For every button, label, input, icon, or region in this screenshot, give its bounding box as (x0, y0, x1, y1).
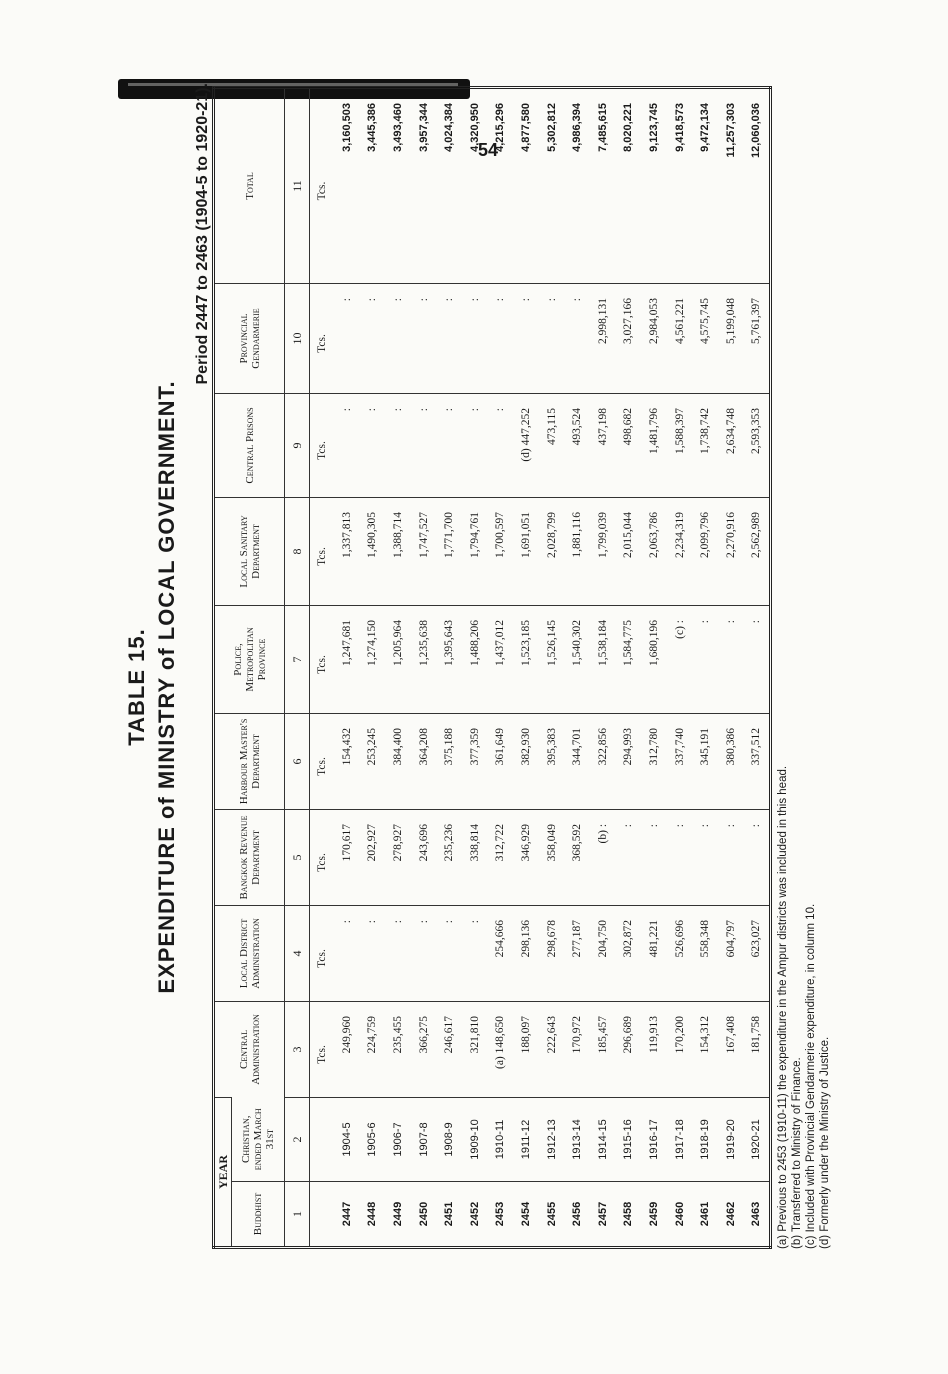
table-cell: 298,136 (513, 905, 539, 1001)
footnote-c: (c) Included with Provincial Gendarmerie expenditure, in column 10. (805, 903, 817, 1249)
table-cell: : (539, 283, 565, 393)
table-cell: 188,097 (513, 1001, 539, 1097)
table-cell: 1,235,638 (411, 605, 437, 713)
table-cell: 9,418,573 (673, 102, 686, 152)
table-cell: 2,634,748 (718, 393, 744, 497)
table-cell: 1,540,302 (564, 605, 590, 713)
table-cell: 3,493,460 (391, 102, 404, 152)
table-cell: 2452 (462, 1182, 488, 1248)
table-row (334, 87, 360, 1247)
table-cell: : (385, 393, 411, 497)
table-cell: 3,957,344 (417, 102, 430, 152)
table-cell: 154,432 (334, 713, 360, 809)
table-row (616, 87, 642, 1247)
table-cell: 12,060,036 (750, 102, 763, 159)
table-cell: 338,814 (462, 809, 488, 905)
table-cell: 344,701 (564, 713, 590, 809)
table-cell: 277,187 (564, 905, 590, 1001)
column-number: 9 (285, 393, 310, 497)
table-cell: : (360, 283, 386, 393)
table-cell: 170,617 (334, 809, 360, 905)
table-cell: 364,208 (411, 713, 437, 809)
table-cell: 154,312 (692, 1001, 718, 1097)
table-cell: 1915-16 (616, 1097, 642, 1181)
table-cell: 2463 (744, 1182, 771, 1248)
table-cell: : (360, 393, 386, 497)
table-cell: 2459 (641, 1182, 667, 1248)
col-header: Central Prisons (214, 393, 285, 497)
table-cell: 2,099,796 (692, 497, 718, 605)
table-cell: 345,191 (692, 713, 718, 809)
table-cell: 1,395,643 (436, 605, 462, 713)
table-cell: 2,270,916 (718, 497, 744, 605)
table-cell: : (513, 283, 539, 393)
table-cell: 4,024,384 (443, 102, 456, 152)
table-cell: 604,797 (718, 905, 744, 1001)
unit-cell (310, 1097, 335, 1181)
table-cell: 1,588,397 (667, 393, 693, 497)
table-cell: : (462, 905, 488, 1001)
table-cell: 8,020,221 (622, 102, 635, 152)
column-number: 4 (285, 905, 310, 1001)
table-cell: 2,028,799 (539, 497, 565, 605)
table-cell: : (436, 283, 462, 393)
table-cell: 312,780 (641, 713, 667, 809)
table-cell: 493,524 (564, 393, 590, 497)
col-header: Buddhist (232, 1182, 285, 1248)
table-cell: 1916-17 (641, 1097, 667, 1181)
table-cell: 1910-11 (488, 1097, 514, 1181)
col-header: Provincial Gendarmerie (214, 283, 285, 393)
table-cell: 2450 (411, 1182, 437, 1248)
table-cell: 1917-18 (667, 1097, 693, 1181)
table-cell: 358,049 (539, 809, 565, 905)
table-row (385, 87, 411, 1247)
column-number: 5 (285, 809, 310, 905)
unit-cell: Tcs. (310, 605, 335, 713)
table-cell: 4,320,950 (468, 102, 481, 152)
table-cell: 278,927 (385, 809, 411, 905)
table-cell: 296,689 (616, 1001, 642, 1097)
table-cell: 1,247,681 (334, 605, 360, 713)
expenditure-table (212, 86, 772, 1249)
table-cell: 2447 (334, 1182, 360, 1248)
table-cell: 2456 (564, 1182, 590, 1248)
table-cell: 375,188 (436, 713, 462, 809)
table-cell: : (488, 283, 514, 393)
table-cell: 498,682 (616, 393, 642, 497)
table-cell: 2,015,044 (616, 497, 642, 605)
table-cell: : (462, 393, 488, 497)
column-number: 3 (285, 1001, 310, 1097)
table-cell: 380,386 (718, 713, 744, 809)
table-cell: : (334, 905, 360, 1001)
table-cell: : (692, 605, 718, 713)
table-title: TABLE 15. (124, 628, 149, 746)
table-body (310, 87, 771, 1247)
table-cell: : (641, 809, 667, 905)
table-cell: 294,993 (616, 713, 642, 809)
table-cell: 9,472,134 (699, 102, 712, 152)
table-cell: 2462 (718, 1182, 744, 1248)
table-cell: : (488, 393, 514, 497)
table-cell: 1,523,185 (513, 605, 539, 713)
table-cell: 312,722 (488, 809, 514, 905)
table-cell: : (385, 905, 411, 1001)
column-number: 7 (285, 605, 310, 713)
table-cell: 1,205,964 (385, 605, 411, 713)
table-cell: 11,257,303 (724, 102, 737, 158)
table-cell: 298,678 (539, 905, 565, 1001)
table-cell: : (411, 393, 437, 497)
table-cell: 2451 (436, 1182, 462, 1248)
table-cell: 2,562,989 (744, 497, 771, 605)
table-cell: 4,575,745 (692, 283, 718, 393)
table-cell: 322,856 (590, 713, 616, 809)
table-cell: 2449 (385, 1182, 411, 1248)
table-cell: 1909-10 (462, 1097, 488, 1181)
table-cell: 366,275 (411, 1001, 437, 1097)
table-cell: 170,972 (564, 1001, 590, 1097)
table-subtitle: EXPENDITURE of MINISTRY of LOCAL GOVERNMENT. (154, 380, 179, 994)
table-cell: 1,700,597 (488, 497, 514, 605)
unit-cell: Tcs. (310, 905, 335, 1001)
table-row (590, 87, 616, 1247)
column-number: 6 (285, 713, 310, 809)
table-cell: 1,747,527 (411, 497, 437, 605)
table-cell: 235,455 (385, 1001, 411, 1097)
table-cell: 1,388,714 (385, 497, 411, 605)
unit-cell: Tcs. (310, 283, 335, 393)
table-cell: 2,063,786 (641, 497, 667, 605)
unit-cell: Tcs. (310, 809, 335, 905)
page-number: 54 (478, 140, 499, 160)
table-cell: 1911-12 (513, 1097, 539, 1181)
table-cell: 1,771,700 (436, 497, 462, 605)
table-cell: 1918-19 (692, 1097, 718, 1181)
table-cell: : (462, 283, 488, 393)
table-cell: : (360, 905, 386, 1001)
table-cell: : (334, 283, 360, 393)
table-cell: 377,359 (462, 713, 488, 809)
table-cell: 246,617 (436, 1001, 462, 1097)
table-cell: 361,649 (488, 713, 514, 809)
unit-cell: Tcs. (310, 713, 335, 809)
table-cell: 382,930 (513, 713, 539, 809)
table-cell: 2,234,319 (667, 497, 693, 605)
table-cell: 243,696 (411, 809, 437, 905)
table-cell: 249,960 (334, 1001, 360, 1097)
table-cell: 4,215,296 (494, 102, 507, 152)
table-cell: 526,696 (667, 905, 693, 1001)
table-cell: 1919-20 (718, 1097, 744, 1181)
table-cell: 1904-5 (334, 1097, 360, 1181)
table-cell: 224,759 (360, 1001, 386, 1097)
table-cell: 1907-8 (411, 1097, 437, 1181)
table-cell: 5,199,048 (718, 283, 744, 393)
table-cell: 3,445,386 (366, 102, 379, 152)
table-row (539, 87, 565, 1247)
table-cell: 167,408 (718, 1001, 744, 1097)
table-cell: (c) : (667, 605, 693, 713)
footnote-a: (a) Previous to 2453 (1910-11) the expenditure in the Ampur districts was included in this head. (777, 765, 789, 1249)
table-row (641, 87, 667, 1247)
table-row (488, 87, 514, 1247)
table-cell: 4,877,580 (519, 102, 532, 152)
table-cell: 1,794,761 (462, 497, 488, 605)
table-cell: 202,927 (360, 809, 386, 905)
table-cell: 1906-7 (385, 1097, 411, 1181)
unit-cell: Tcs. (310, 1001, 335, 1097)
table-cell: 337,740 (667, 713, 693, 809)
unit-cell (310, 1182, 335, 1248)
table-cell: 337,512 (744, 713, 771, 809)
table-cell: : (436, 393, 462, 497)
col-header: Christian, ended March 31st (232, 1097, 285, 1181)
table-cell: 9,123,745 (647, 102, 660, 152)
footnote-d: (d) Formerly under the Ministry of Justice. (819, 1036, 831, 1249)
table-cell: 1905-6 (360, 1097, 386, 1181)
column-number: 8 (285, 497, 310, 605)
table-cell: 181,758 (744, 1001, 771, 1097)
table-cell: 4,561,221 (667, 283, 693, 393)
table-cell: 222,643 (539, 1001, 565, 1097)
table-cell: 558,348 (692, 905, 718, 1001)
table-cell: (a) 148,650 (488, 1001, 514, 1097)
table-row (436, 87, 462, 1247)
table-cell: 4,986,394 (571, 102, 584, 152)
table-cell: 204,750 (590, 905, 616, 1001)
table-cell: 2457 (590, 1182, 616, 1248)
table-cell: 481,221 (641, 905, 667, 1001)
table-row (667, 87, 693, 1247)
column-number: 10 (285, 283, 310, 393)
table-cell: 3,027,166 (616, 283, 642, 393)
table-cell: 1,490,305 (360, 497, 386, 605)
table-cell: 623,027 (744, 905, 771, 1001)
table-cell: 2453 (488, 1182, 514, 1248)
table-cell: 1,881,116 (564, 497, 590, 605)
table-row (360, 87, 386, 1247)
table-cell: : (718, 605, 744, 713)
table-row (462, 87, 488, 1247)
table-cell: 2,998,131 (590, 283, 616, 393)
table-cell: 1908-9 (436, 1097, 462, 1181)
table-cell: 1914-15 (590, 1097, 616, 1181)
year-group-header: YEAR (214, 1097, 232, 1247)
table-cell: : (436, 905, 462, 1001)
col-header: Bangkok Revenue Department (214, 809, 285, 905)
unit-cell: Tcs. (310, 497, 335, 605)
table-cell: 473,115 (539, 393, 565, 497)
table-cell: 3,160,503 (340, 102, 353, 152)
table-cell: 384,400 (385, 713, 411, 809)
table-cell: 235,236 (436, 809, 462, 905)
table-cell: 1912-13 (539, 1097, 565, 1181)
table-row (744, 87, 771, 1247)
table-cell: : (692, 809, 718, 905)
table-cell: 437,198 (590, 393, 616, 497)
table-cell: 368,592 (564, 809, 590, 905)
table-cell: 254,666 (488, 905, 514, 1001)
table-cell: 253,245 (360, 713, 386, 809)
table-cell: 346,929 (513, 809, 539, 905)
col-header: Police, Metropolitan Province (214, 605, 285, 713)
col-header: Total (214, 87, 285, 283)
column-number: 11 (285, 87, 310, 283)
table-cell: (b) : (590, 809, 616, 905)
table-cell: 2455 (539, 1182, 565, 1248)
table-cell: : (744, 809, 771, 905)
table-cell: : (564, 283, 590, 393)
col-header: Harbour Master's Department (214, 713, 285, 809)
table-cell: 1,274,150 (360, 605, 386, 713)
table-cell: 1920-21 (744, 1097, 771, 1181)
table-cell: 2461 (692, 1182, 718, 1248)
table-cell: 2460 (667, 1182, 693, 1248)
table-cell: : (718, 809, 744, 905)
table-cell: 1,680,196 (641, 605, 667, 713)
table-cell: 2454 (513, 1182, 539, 1248)
table-cell: 1,799,039 (590, 497, 616, 605)
table-cell: 119,913 (641, 1001, 667, 1097)
table-cell: 185,457 (590, 1001, 616, 1097)
table-cell: 1,538,184 (590, 605, 616, 713)
column-number: 1 (285, 1182, 310, 1248)
table-cell: 5,761,397 (744, 283, 771, 393)
expenditure-table-wrapper (212, 89, 767, 1249)
table-cell: 2458 (616, 1182, 642, 1248)
table-cell: 1,691,051 (513, 497, 539, 605)
table-cell: : (667, 809, 693, 905)
table-cell: 170,200 (667, 1001, 693, 1097)
period-caption: Period 2447 to 2463 (1904-5 to 1920-21). (194, 83, 211, 385)
table-cell: : (411, 283, 437, 393)
table-cell: (d) 447,252 (513, 393, 539, 497)
table-cell: : (385, 283, 411, 393)
table-cell: 2,984,053 (641, 283, 667, 393)
units-row (310, 87, 335, 1247)
table-cell: : (334, 393, 360, 497)
table-cell: 1,481,796 (641, 393, 667, 497)
table-cell: 7,485,615 (596, 102, 609, 152)
table-cell: 1,738,742 (692, 393, 718, 497)
col-header: Central Administration (214, 1001, 285, 1097)
rotated-table-page (118, 65, 830, 1309)
table-cell: 1,437,012 (488, 605, 514, 713)
table-cell: 1913-14 (564, 1097, 590, 1181)
column-number: 2 (285, 1097, 310, 1181)
table-row (718, 87, 744, 1247)
table-row (692, 87, 718, 1247)
table-cell: 1,337,813 (334, 497, 360, 605)
table-cell: 395,383 (539, 713, 565, 809)
table-cell: : (411, 905, 437, 1001)
column-number-row (285, 87, 310, 1247)
table-cell: : (616, 809, 642, 905)
col-header: Local District Administration (214, 905, 285, 1001)
table-row (513, 87, 539, 1247)
table-cell: 2,593,353 (744, 393, 771, 497)
table-cell: 302,872 (616, 905, 642, 1001)
table-cell: : (744, 605, 771, 713)
table-row (564, 87, 590, 1247)
table-cell: 321,810 (462, 1001, 488, 1097)
col-header: Local Sanitary Department (214, 497, 285, 605)
table-row (411, 87, 437, 1247)
table-cell: 1,488,206 (462, 605, 488, 713)
table-cell: 2448 (360, 1182, 386, 1248)
unit-cell: Tcs. (316, 181, 328, 201)
table-cell: 1,584,775 (616, 605, 642, 713)
unit-cell: Tcs. (310, 393, 335, 497)
table-cell: 1,526,145 (539, 605, 565, 713)
footnote-b: (b) Transferred to Ministry of Finance. (791, 1057, 803, 1249)
table-cell: 5,302,812 (545, 102, 558, 152)
